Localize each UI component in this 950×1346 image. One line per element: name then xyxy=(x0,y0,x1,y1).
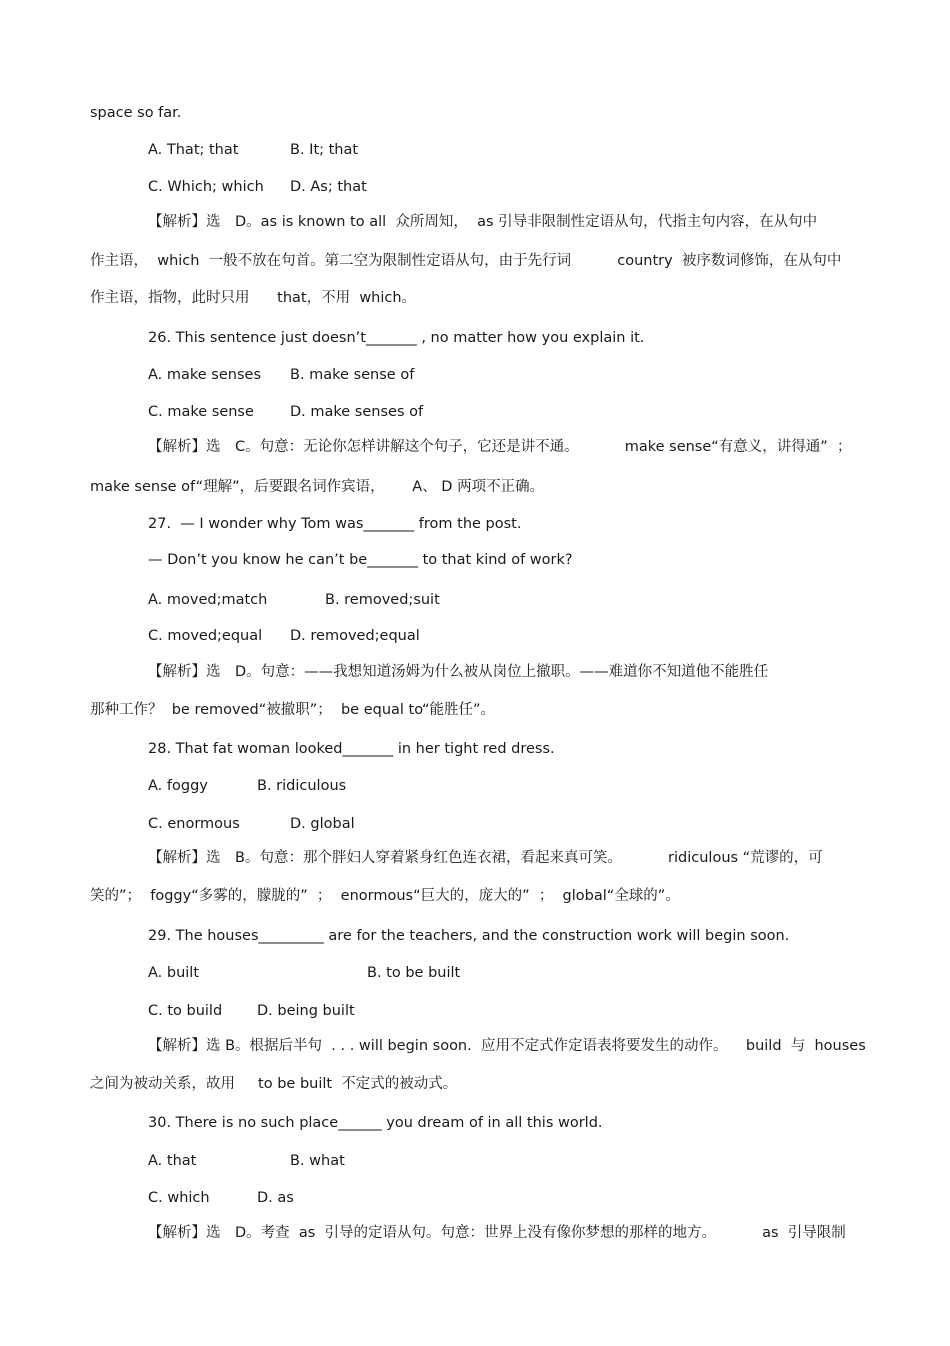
option-c: C. make sense xyxy=(148,404,254,420)
option-a: A. make senses xyxy=(148,367,261,383)
option-b: B. what xyxy=(290,1153,345,1169)
option-b: B. to be built xyxy=(367,965,461,981)
question-29: 29. The houses_________ are for the teachers, and the construction work will begin soon. xyxy=(148,928,790,944)
analysis-line: 【解析】选 D。句意：——我想知道汤姆为什么被从岗位上撤职。——难道你不知道他不能胜任 xyxy=(148,664,769,680)
option-d: D. being built xyxy=(257,1003,355,1019)
analysis-line: 那种工作？ be removed“被撤职”； be equal to“能胜任”。 xyxy=(90,702,496,718)
analysis-line: 【解析】选 B。根据后半句 . . . will begin soon. 应用不定式作定语表将要发生的动作。 build 与 houses xyxy=(148,1038,866,1054)
option-b: B. It; that xyxy=(290,142,359,158)
question-28: 28. That fat woman looked_______ in her tight red dress. xyxy=(148,741,555,757)
analysis-line: 笑的”； foggy“多雾的，朦胧的” ； enormous“巨大的，庞大的” ； global“全球的”。 xyxy=(90,888,680,904)
question-27: 27. — I wonder why Tom was_______ from the post. xyxy=(148,516,522,532)
analysis-line: 【解析】选 C。句意：无论你怎样讲解这个句子，它还是讲不通。 make sense“有意义，讲得通” ； xyxy=(148,439,852,455)
option-d: D. as xyxy=(257,1190,294,1206)
analysis-line: 作主语，指物，此时只用 that，不用 which。 xyxy=(90,290,417,306)
option-c: C. to build xyxy=(148,1003,223,1019)
option-a: A. built xyxy=(148,965,200,981)
option-a: A. that xyxy=(148,1153,197,1169)
analysis-line: 【解析】选 D。考查 as 引导的定语从句。句意：世界上没有像你梦想的那样的地方。 as 引导限制 xyxy=(148,1225,846,1241)
option-d: D. global xyxy=(290,816,355,832)
text-line: space so far. xyxy=(90,105,182,121)
option-d: D. make senses of xyxy=(290,404,424,420)
analysis-line: 【解析】选 B。句意：那个胖妇人穿着紧身红色连衣裙，看起来真可笑。 ridiculous “荒谬的，可 xyxy=(148,850,823,866)
option-b: B. make sense of xyxy=(290,367,415,383)
question-27-reply: — Don’t you know he can’t be_______ to that kind of work? xyxy=(148,552,573,568)
option-a: A. moved;match xyxy=(148,592,268,608)
option-a: A. foggy xyxy=(148,778,208,794)
analysis-line: 作主语， which 一般不放在句首。第二空为限制性定语从句，由于先行词 country 被序数词修饰，在从句中 xyxy=(90,253,842,269)
analysis-line: 之间为被动关系，故用 to be built 不定式的被动式。 xyxy=(90,1076,458,1092)
option-c: C. Which; which xyxy=(148,179,264,195)
option-c: C. which xyxy=(148,1190,210,1206)
option-d: D. removed;equal xyxy=(290,628,420,644)
analysis-line: make sense of“理解”，后要跟名词作宾语， A、 D 两项不正确。 xyxy=(90,479,545,495)
option-a: A. That; that xyxy=(148,142,239,158)
option-b: B. removed;suit xyxy=(325,592,440,608)
option-b: B. ridiculous xyxy=(257,778,347,794)
option-d: D. As; that xyxy=(290,179,367,195)
question-26: 26. This sentence just doesn’t_______ , no matter how you explain it. xyxy=(148,330,645,346)
option-c: C. moved;equal xyxy=(148,628,263,644)
analysis-line: 【解析】选 D。as is known to all 众所周知， as 引导非限制性定语从句，代指主句内容，在从句中 xyxy=(148,214,818,230)
question-30: 30. There is no such place______ you dream of in all this world. xyxy=(148,1115,603,1131)
option-c: C. enormous xyxy=(148,816,240,832)
